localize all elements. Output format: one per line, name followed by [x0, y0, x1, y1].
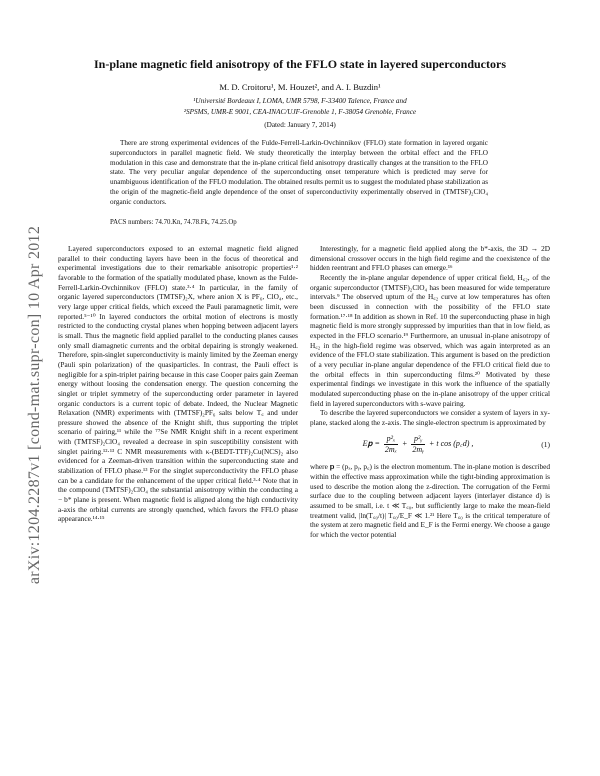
eq-fraction-1-numerator: p²ₓ: [384, 434, 398, 445]
paper-date: (Dated: January 7, 2014): [264, 121, 336, 129]
equation-1: [310, 430, 550, 458]
eq-fraction-2-numerator: p²ᵧ: [411, 434, 425, 445]
eq-rest: + t cos (p꜀d) ,: [428, 439, 474, 449]
body-paragraph: Recently the in-plane angular dependence of upper critical field, H꜀₂, of the organic superconductor (TMTSF)₂ClO₄ has been measured for wide temperature intervals.⁹ The observed upturn of the H꜀₂ curve at low temperatures has often been discussed in connection with the possibility of the FFLO state formation.¹⁷·¹⁸ In addition as shown in Ref. 10 the superconducting phase in high magnetic field is more strongly suppressed by impurities than that in low field, as expected in the FFLO scenario.¹⁹ Furthermore, an unusual in-plane anisotropy of H꜀₂ in the high-field regime was observed, which was again interpreted as an evidence of the FFLO state stabilization. This argument is based on the prediction of a very peculiar in-plane angular dependence of the FFLO critical field due to the orbital effects in thin superconducting films.²⁰ Motivated by these experimental findings we investigate in this work the influence of the spatially modulated superconducting phase on the in-plane anisotropy of the upper critical field in layered superconductors with s-wave pairing.: [310, 272, 550, 408]
eq-fraction-2-denominator: 2mᵧ: [412, 444, 424, 454]
body-paragraph: Interestingly, for a magnetic field applied along the b*-axis, the 3D → 2D dimensional crossover occurs in the high field regime and the coexistence of the hidden reentrant and FFLO phases can emerge.¹⁶: [310, 244, 550, 273]
eq-fraction-1: [384, 434, 398, 454]
right-column: [310, 244, 550, 540]
eq-plus: +: [401, 439, 408, 449]
eq-lhs: E𝐩 =: [362, 439, 380, 449]
eq-fraction-1-denominator: 2mₓ: [384, 444, 397, 454]
pacs-numbers: PACS numbers: 74.70.Kn, 74.78.Fk, 74.25.Op: [110, 219, 237, 226]
equation-number: (1): [541, 439, 550, 449]
body-paragraph: To describe the layered superconductors we consider a system of layers in xy-plane, stacked along the z-axis. The single-electron spectrum is approximated by: [310, 408, 550, 427]
equation-body: [310, 434, 526, 454]
paper-title: In-plane magnetic field anisotropy of the FFLO state in layered superconductors: [94, 57, 506, 71]
arxiv-identifier: arXiv:1204.2287v1 [cond-mat.supr-con] 10 Apr 2012: [26, 225, 43, 585]
body-paragraph: where 𝐩 = (pₓ, pᵧ, p꜀) is the electron momentum. The in-plane motion is described within the effective mass approximation while the tight-binding approximation is used to describe the motion along the z-direction. The corrugation of the Fermi surface due to the coupling between adjacent layers (interlayer distance d) is assumed to be small, i.e. t ≪ T꜀₀, but sufficiently large to make the mean-field treatment valid, |ln(T꜀₀/t)| T꜀₀/E_F ≪ 1.²¹ Here T꜀₀ is the critical temperature of the system at zero magnetic field and E_F is the Fermi energy. We choose a gauge for which the vector potential: [310, 462, 550, 540]
arxiv-sidebar-stamp: [22, 215, 48, 595]
affiliation-1: ¹Université Bordeaux I, LOMA, UMR 5798, F-33400 Talence, France and: [193, 97, 407, 105]
author-list: M. D. Croitoru¹, M. Houzet², and A. I. Buzdin¹: [219, 82, 381, 92]
abstract: There are strong experimental evidences of the Fulde-Ferrell-Larkin-Ovchinnikov (FFLO) state formation in layered organic superconductors in parallel magnetic field. We study theoretically the interplay between the orbital effect and the FFLO modulation in this case and demonstrate that the in-plane critical field anisotropy drastically changes at the transition to the FFLO state. The very peculiar angular dependence of the superconducting onset temperature which is predicted may serve for unambiguous identification of the FFLO modulation. The obtained results permit us to suggest the modulated phase stabilization as the origin of the magnetic-field angle dependence of the onset of superconductivity experimentally observed in (TMTSF)₂ClO₄ organic conductors.: [110, 139, 488, 206]
body-paragraph: Layered superconductors exposed to an external magnetic field aligned parallel to their conducting layers have been in the focus of theoretical and experimental investigations due to their remarkable anisotropic properties¹·² favorable to the formation of the spatially modulated phase, known as the Fulde-Ferrell-Larkin-Ovchinnikov (FFLO) state.³·⁴ In particular, in the family of organic layered superconductors (TMTSF)₂X, where anion X is PF₆, ClO₄, etc., very large upper critical fields, which exceed the Pauli paramagnetic limit, were reported.⁵⁻¹⁰ In layered conductors the orbital motion of electrons is mostly restricted to the conducting crystal planes when hopping between adjacent layers is small. Thus the magnetic field applied parallel to the conducting planes causes only small diamagnetic currents and the orbital depairing is strongly weakened. Therefore, spin-singlet superconductivity is mainly limited by the Zeeman energy (Pauli spin polarization) of the quasiparticles. In contrast, the Pauli effect is negligible for a spin-triplet pairing because in this case Cooper pairs gain Zeeman energy without loosing the condensation energy. The question concerning the singlet or triplet symmetry of the superconducting order parameter in layered organic conductors is a current topic of debate. Indeed, the Nuclear Magnetic Relaxation (NMR) experiments with (TMTSF)₂PF₆ salts below T꜀ and under pressure showed the absence of the Knight shift, thus supporting the triplet scenario of pairing,¹¹ while the ⁷⁷Se NMR Knight shift in a recent experiment with (TMTSF)₂ClO₄ revealed a decrease in spin susceptibility consistent with singlet pairing.¹²·¹³ C NMR measurements with κ-(BEDT-TTF)₂Cu(NCS)₂ also evidenced for a Zeeman-driven transition within the superconducting state and stabilization of FFLO phase.¹³ For the singlet superconductivity the FFLO phase can be a candidate for the enhancement of the upper critical field.³·⁴ Note that in the compound (TMTSF)₂ClO₄ the substantial anisotropy within the conducting a − b* plane is present. When magnetic field is aligned along the high conductivity a-axis the orbital currents are strongly quenched, which favors the FFLO phase appearance.¹⁴·¹⁵: [58, 244, 298, 524]
eq-fraction-2: [411, 434, 425, 454]
left-column: [58, 244, 298, 524]
affiliation-2: ²SPSMS, UMR-E 9001, CEA-INAC/UJF-Grenoble 1, F-38054 Grenoble, France: [183, 108, 417, 116]
